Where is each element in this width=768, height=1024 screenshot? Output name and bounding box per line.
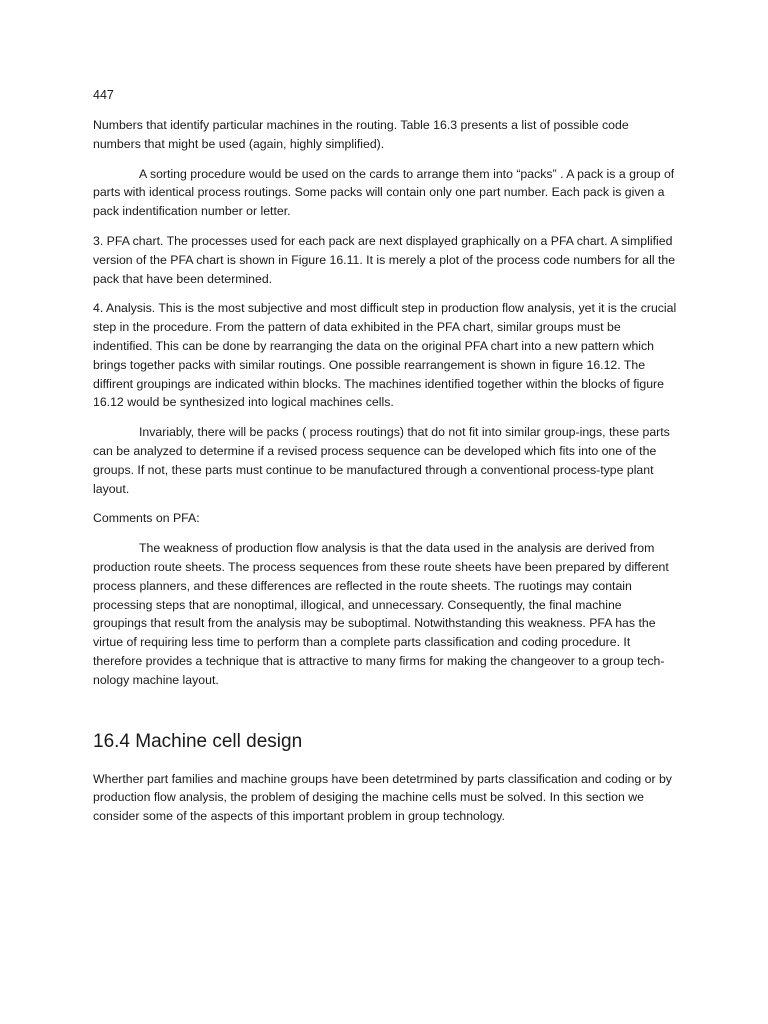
paragraph-invariably: Invariably, there will be packs ( process routings) that do not fit into similar group-ings, these parts can be analyzed to determine if a revised process sequence can be developed which fits into one of the groups. If not, these parts must continue to be manufactured through a conventional process-type plant layout. — [93, 425, 670, 496]
paragraph-pfa-weakness: The weakness of production flow analysis is that the data used in the analysis are derived from production route sheets. The process sequences from these route sheets have been prepared by different process planners, and these differences are reflected in the route sheets. The ruotings may contain processing steps that are nonoptimal, illogical, and unnecessary. Consequently, the final machine groupings that result from the analysis may be suboptimal. Notwithstanding this weakness. PFA has the virtue of requiring less time to perform than a complete parts classification and coding procedure. It therefore provides a technique that is attractive to many firms for making the changeover to a group tech-nology machine layout. — [93, 541, 669, 687]
document-page — [93, 86, 678, 837]
paragraph-machine-cell-design: Wherther part families and machine groups have been detetrmined by parts classification and coding or by production flow analysis, the problem of desiging the machine cells must be solved. In this section we consider some of the aspects of this important problem in group technology. — [93, 771, 672, 824]
paragraph-sorting-packs: A sorting procedure would be used on the cards to arrange them into “packs” . A pack is a group of parts with identical process routings. Some packs will contain only one part number. Each pack is given a pack indentification number or letter. — [93, 166, 675, 219]
paragraph-pfa-chart: 3. PFA chart. The processes used for each pack are next displayed graphically on a PFA chart. A simplified version of the PFA chart is shown in Figure 16.11. It is merely a plot of the process code numbers for all the pack that have been determined. — [93, 233, 676, 286]
page-number: 447 — [93, 88, 114, 102]
section-heading: 16.4 Machine cell design — [93, 730, 303, 752]
paragraph-routing-codes: Numbers that identify particular machines in the routing. Table 16.3 presents a list of possible code numbers that might be used (again, highly simplified). — [93, 118, 629, 151]
comments-heading: Comments on PFA: — [93, 511, 200, 526]
paragraph-analysis: 4. Analysis. This is the most subjective and most difficult step in production flow analysis, yet it is the crucial step in the procedure. From the pattern of data exhibited in the PFA chart, similar groups must be indentified. This can be done by rearranging the data on the original PFA chart into a new pattern which brings together packs with similar routings. One possible rearrangement is shown in figure 16.12. The diffirent groupings are indicated within blocks. The machines identified together within the blocks of figure 16.12 would be synthesized into logical machines cells. — [93, 301, 677, 410]
